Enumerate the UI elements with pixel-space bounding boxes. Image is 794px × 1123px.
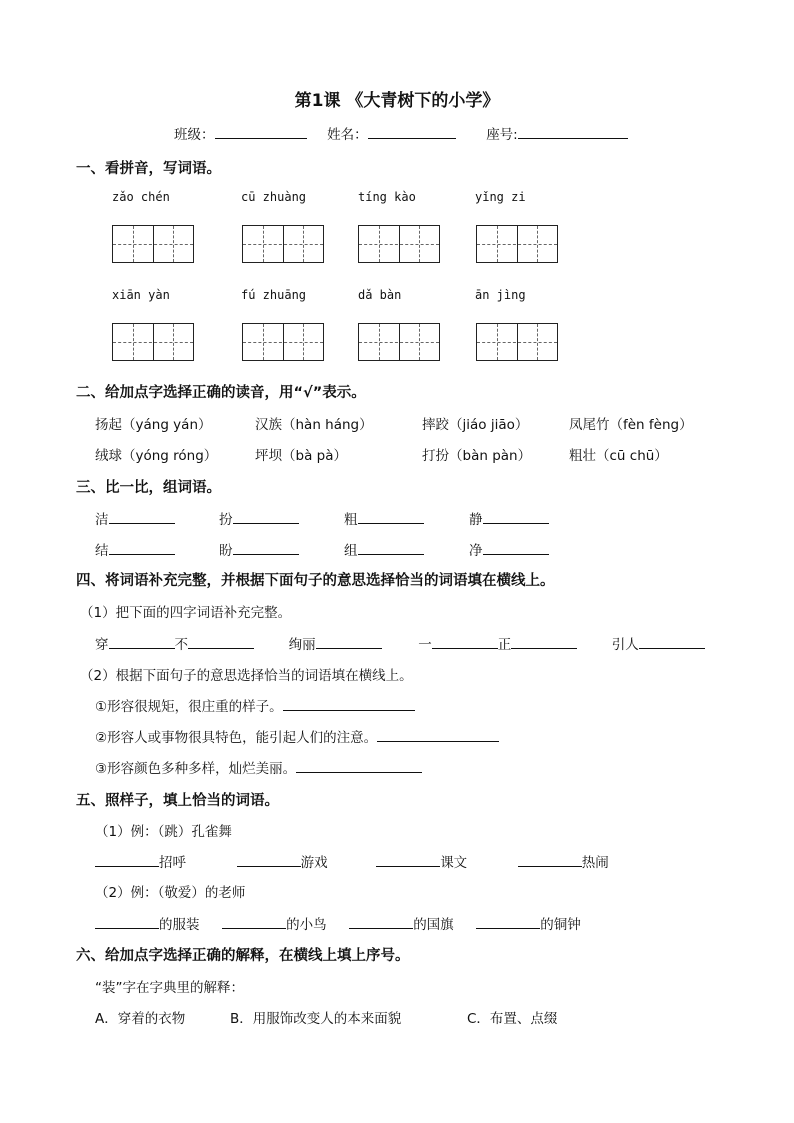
page-title: 第1课 《大青树下的小学》 — [294, 91, 500, 111]
fill-word: 的小鸟 — [286, 917, 327, 933]
fill-word: 的国旗 — [413, 917, 454, 933]
answer-line[interactable] — [483, 542, 549, 555]
answer-line[interactable] — [283, 698, 415, 711]
question-3 — [95, 757, 422, 777]
answer-line[interactable] — [296, 760, 422, 773]
compare-char: 洁 — [95, 512, 109, 528]
compare-item-2[interactable] — [219, 508, 299, 528]
compare-item-5[interactable] — [95, 539, 175, 559]
question-text: ②形容人或事物很具特色，能引起人们的注意。 — [95, 730, 378, 746]
answer-line[interactable] — [377, 729, 499, 742]
section-1-heading: 一、看拼音，写词语。 — [76, 161, 221, 177]
example-2: （2）例：（敬爱）的老师 — [95, 885, 246, 901]
answer-line[interactable] — [432, 636, 498, 649]
answer-line[interactable] — [316, 636, 382, 649]
compare-item-1[interactable] — [95, 508, 175, 528]
section-2-heading: 二、给加点字选择正确的读音，用“√”表示。 — [76, 385, 366, 401]
reading-choice-1[interactable]: 扬起（yáng yán） — [95, 417, 212, 433]
answer-line[interactable] — [237, 854, 301, 867]
pinyin-1: zǎo chén — [112, 190, 170, 204]
reading-choice-2[interactable]: 汉族（hàn háng） — [255, 417, 373, 433]
writing-grid-7[interactable] — [358, 323, 440, 361]
section-4-sub2: （2）根据下面句子的意思选择恰当的词语填在横线上。 — [80, 668, 413, 684]
compare-char: 结 — [95, 543, 109, 559]
answer-line[interactable] — [109, 511, 175, 524]
idiom-text: 引人 — [611, 637, 639, 653]
compare-item-8[interactable] — [469, 539, 549, 559]
compare-char: 组 — [344, 543, 358, 559]
compare-char: 扮 — [219, 512, 233, 528]
question-text: ③形容颜色多种多样，灿烂美丽。 — [95, 761, 297, 777]
compare-char: 盼 — [219, 543, 233, 559]
reading-choice-3[interactable]: 摔跤（jiáo jiāo） — [422, 417, 529, 433]
compare-item-6[interactable] — [219, 539, 299, 559]
example-1: （1）例：（跳）孔雀舞 — [95, 824, 232, 840]
option-c: C．布置、点缀 — [467, 1011, 558, 1027]
question-1 — [95, 695, 415, 715]
answer-line[interactable] — [511, 636, 577, 649]
idiom-text: 绚丽 — [288, 637, 316, 653]
answer-line[interactable] — [109, 542, 175, 555]
question-text: ①形容很规矩，很庄重的样子。 — [95, 699, 283, 715]
writing-grid-5[interactable] — [112, 323, 194, 361]
answer-line[interactable] — [233, 542, 299, 555]
reading-choice-8[interactable]: 粗壮（cū chū） — [569, 448, 668, 464]
idiom-text: 正 — [497, 637, 512, 653]
section-6-heading: 六、给加点字选择正确的解释，在横线上填上序号。 — [76, 948, 410, 964]
writing-grid-3[interactable] — [358, 225, 440, 263]
answer-line[interactable] — [349, 916, 413, 929]
pinyin-5: xiān yàn — [112, 288, 170, 302]
compare-char: 静 — [469, 512, 483, 528]
answer-line[interactable] — [109, 636, 175, 649]
fill-word: 课文 — [440, 855, 468, 871]
name-field[interactable] — [368, 126, 456, 139]
pinyin-3: tíng kào — [358, 190, 416, 204]
fill-row-1 — [95, 851, 609, 871]
pinyin-8: ān jìng — [475, 288, 526, 302]
answer-line[interactable] — [358, 511, 424, 524]
answer-line[interactable] — [95, 854, 159, 867]
dictionary-intro: “装”字在字典里的解释： — [95, 980, 244, 996]
answer-line[interactable] — [518, 854, 582, 867]
answer-line[interactable] — [188, 636, 254, 649]
student-info — [174, 123, 628, 143]
section-5-heading: 五、照样子，填上恰当的词语。 — [76, 793, 279, 809]
class-field[interactable] — [215, 126, 307, 139]
seat-field[interactable] — [518, 126, 628, 139]
writing-grid-2[interactable] — [242, 225, 324, 263]
section-3-heading: 三、比一比，组词语。 — [76, 480, 221, 496]
question-2 — [95, 726, 499, 746]
idiom-text: 穿 — [95, 637, 109, 653]
fill-row-2 — [95, 913, 581, 933]
option-b: B．用服饰改变人的本来面貌 — [230, 1011, 402, 1027]
fill-word: 游戏 — [300, 855, 328, 871]
section-4-heading: 四、将词语补充完整，并根据下面句子的意思选择恰当的词语填在横线上。 — [76, 573, 555, 589]
fill-word: 的服装 — [159, 917, 200, 933]
name-label: 姓名： — [327, 127, 368, 143]
fill-word: 招呼 — [159, 855, 186, 871]
pinyin-6: fú zhuāng — [241, 288, 307, 302]
answer-line[interactable] — [233, 511, 299, 524]
seat-label: 座号: — [486, 127, 518, 143]
answer-line[interactable] — [376, 854, 440, 867]
answer-line[interactable] — [639, 636, 705, 649]
fill-word: 热闹 — [581, 855, 609, 871]
fill-word: 的铜钟 — [540, 917, 581, 933]
class-label: 班级： — [174, 127, 215, 143]
reading-choice-5[interactable]: 绒球（yóng róng） — [95, 448, 218, 464]
compare-item-4[interactable] — [469, 508, 549, 528]
writing-grid-8[interactable] — [476, 323, 558, 361]
writing-grid-1[interactable] — [112, 225, 194, 263]
pinyin-2: cū zhuàng — [241, 190, 307, 204]
compare-char: 粗 — [344, 512, 358, 528]
reading-choice-4[interactable]: 凤尾竹（fèn fèng） — [569, 417, 693, 433]
idiom-text: 一 — [418, 637, 432, 653]
answer-line[interactable] — [222, 916, 286, 929]
idiom-row — [95, 633, 705, 653]
pinyin-4: yǐng zi — [475, 190, 526, 204]
answer-line[interactable] — [483, 511, 549, 524]
answer-line[interactable] — [95, 916, 159, 929]
answer-line[interactable] — [476, 916, 540, 929]
compare-item-7[interactable] — [344, 539, 424, 559]
writing-grid-6[interactable] — [242, 323, 324, 361]
compare-char: 净 — [469, 543, 483, 559]
option-a: A．穿着的衣物 — [95, 1011, 186, 1027]
pinyin-7: dǎ bàn — [358, 288, 402, 302]
answer-line[interactable] — [358, 542, 424, 555]
idiom-text: 不 — [174, 637, 188, 653]
compare-item-3[interactable] — [344, 508, 424, 528]
reading-choice-7[interactable]: 打扮（bàn pàn） — [422, 448, 532, 464]
writing-grid-4[interactable] — [476, 225, 558, 263]
reading-choice-6[interactable]: 坪坝（bà pà） — [255, 448, 347, 464]
section-4-sub1: （1）把下面的四字词语补充完整。 — [80, 605, 292, 621]
